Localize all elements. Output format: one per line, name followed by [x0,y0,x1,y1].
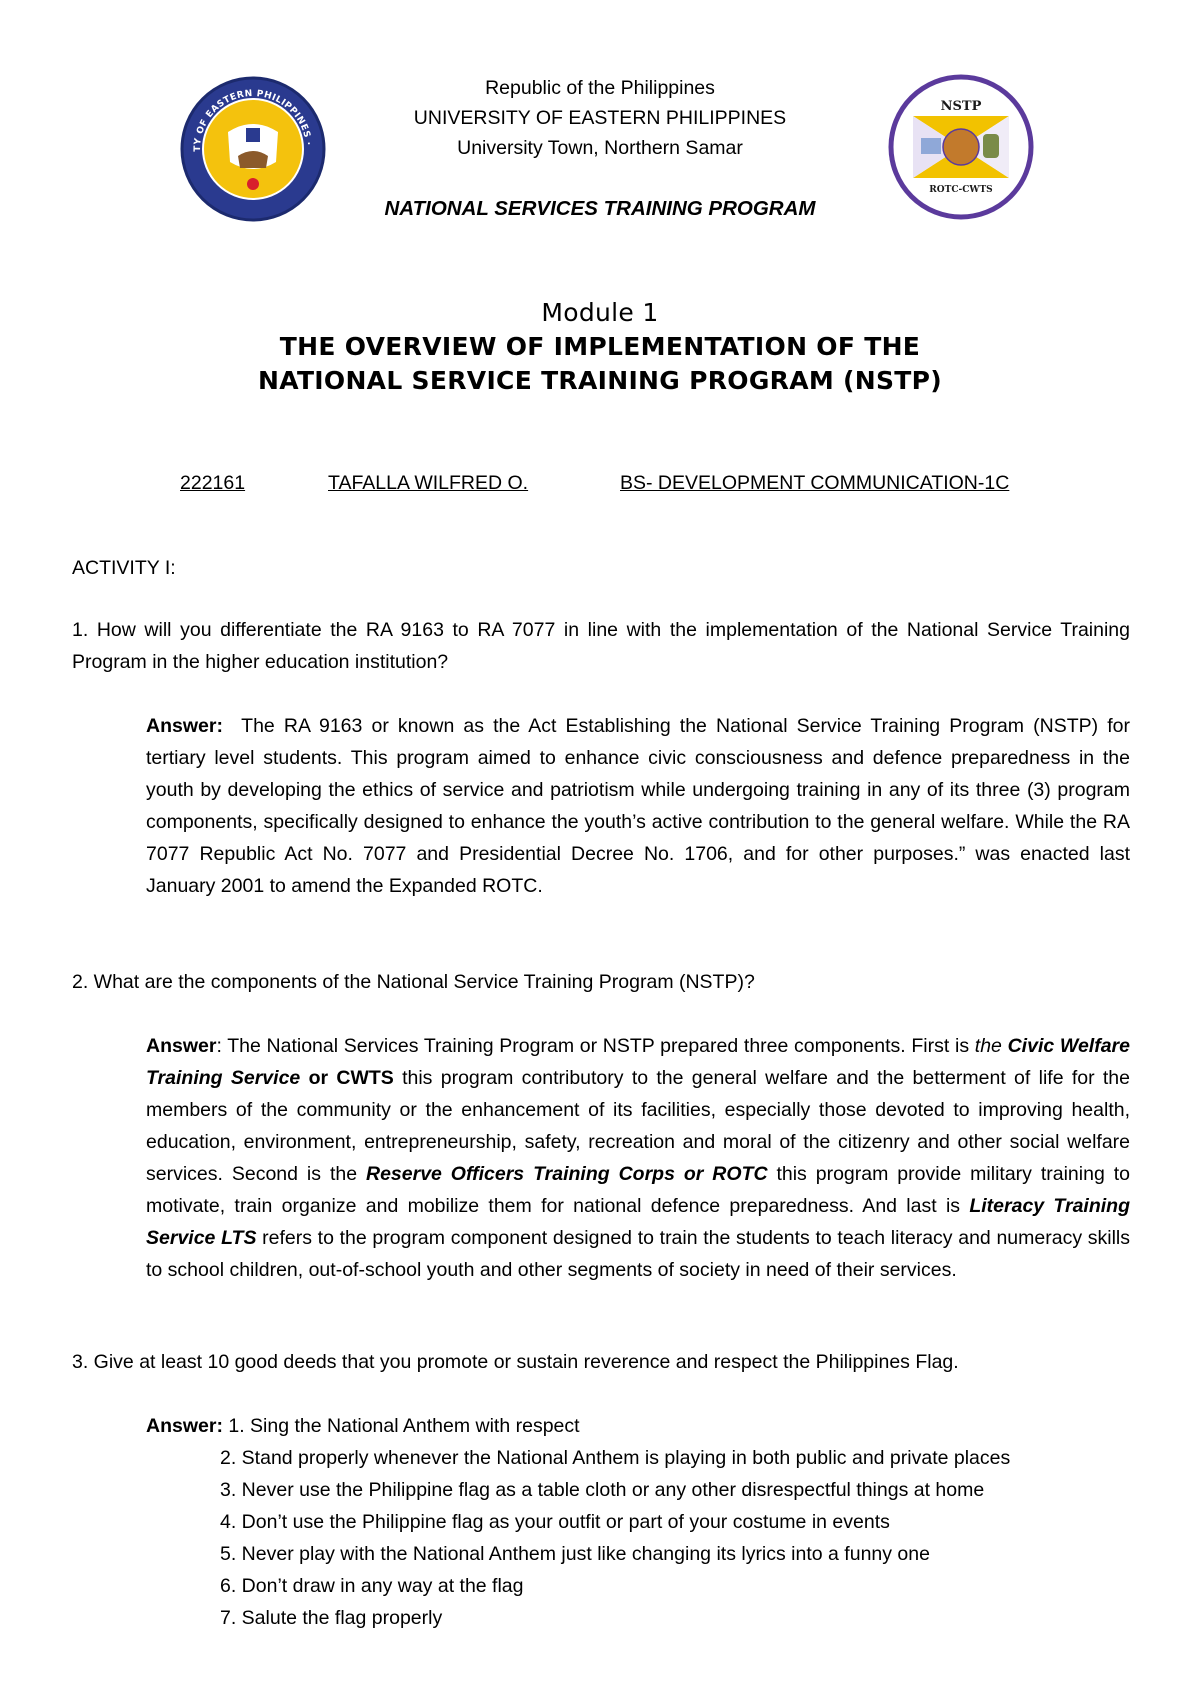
answer-2-cwts-abbr: CWTS [336,1067,394,1089]
student-course: BS- DEVELOPMENT COMMUNICATION-1C [620,472,1010,494]
answer-2-lts: Literacy Training Service LTS [146,1195,1130,1249]
answer-2-text: this program contributory to the general welfare and the betterment of life for the members of the community or the enhancement of its facilities, especially those devoted to improving health, education, environment, entrepreneurship, safety, recreation and moral of the citizenry and other social welfare services. Second is the [146,1067,1130,1185]
student-id: 222161 [180,472,246,494]
nstp-logo-bottom-text: ROTC-CWTS [929,185,993,195]
page-title-line2: NATIONAL SERVICE TRAINING PROGRAM (NSTP) [258,366,942,395]
header-program: NATIONAL SERVICES TRAINING PROGRAM [384,197,816,220]
answer-2-text: this program provide military training to motivate, train organize and mobilize them for national defence preparedness. And last is [146,1163,1130,1217]
list-item: 6. Don’t draw in any way at the flag [220,1575,524,1597]
answer-2 [146,1030,1130,1286]
answer-1 [146,710,1130,902]
answer-2-text: the [974,1035,1002,1057]
header-republic: Republic of the Philippines [485,77,715,99]
student-name: TAFALLA WILFRED O. [328,472,529,494]
module-title: Module 1 [541,298,659,327]
answer-label: Answer: [146,1415,223,1437]
list-item: Answer: 1. Sing the National Anthem with respect [146,1415,580,1437]
list-item: 3. Never use the Philippine flag as a table cloth or any other disrespectful things at home [220,1479,985,1501]
question-1: 1. How will you differentiate the RA 9163 to RA 7077 in line with the implementation of the National Service Training Program in the higher education institution? [72,619,1130,673]
activity-heading: ACTIVITY I: [72,557,176,579]
answer-label: Answer: [146,715,223,737]
header-university: UNIVERSITY OF EASTERN PHILIPPINES [413,107,787,129]
answer-2-cwts: Civic Welfare Training Service [146,1035,1130,1089]
nstp-logo-top-text: NSTP [940,99,982,114]
answer-label: Answer [146,1035,217,1057]
answer-1-text: The RA 9163 or known as the Act Establishing the National Service Training Program (NSTP) for tertiary level students. This program aimed to enhance civic consciousness and defence preparedness in the youth by developing the ethics of service and patriotism while undergoing training in any of its three (3) program components, specifically designed to enhance the youth’s active contribution to the general welfare. While the RA 7077 Republic Act No. 7077 and Presidential Decree No. 1706, and for other purposes.” was enacted last January 2001 to amend the Expanded ROTC. [146,715,1130,897]
answer-3-list [146,1410,1010,1634]
list-item: 4. Don’t use the Philippine flag as your outfit or part of your costume in events [220,1511,890,1533]
page-title-line1: THE OVERVIEW OF IMPLEMENTATION OF THE [279,332,921,361]
list-item: 2. Stand properly whenever the National Anthem is playing in both public and private places [220,1447,1011,1469]
answer-2-text: : The National Services Training Program or NSTP prepared three components. First is [216,1035,975,1057]
list-item: 7. Salute the flag properly [220,1607,443,1629]
answer-2-text: refers to the program component designed to train the students to teach literacy and numeracy skills to school children, out-of-school youth and other segments of society in need of their services. [146,1227,1130,1281]
answer-2-rotc: Reserve Officers Training Corps or ROTC [365,1163,768,1185]
answer-2-text: or [300,1067,337,1089]
uep-seal-text: TY OF EASTERN PHILIPPINES · [192,88,313,152]
question-2: 2. What are the components of the National Service Training Program (NSTP)? [72,971,755,993]
header-address: University Town, Northern Samar [457,137,743,159]
list-item: 5. Never play with the National Anthem just like changing its lyrics into a funny one [220,1543,930,1565]
question-3: 3. Give at least 10 good deeds that you promote or sustain reverence and respect the Philippines Flag. [72,1351,959,1373]
